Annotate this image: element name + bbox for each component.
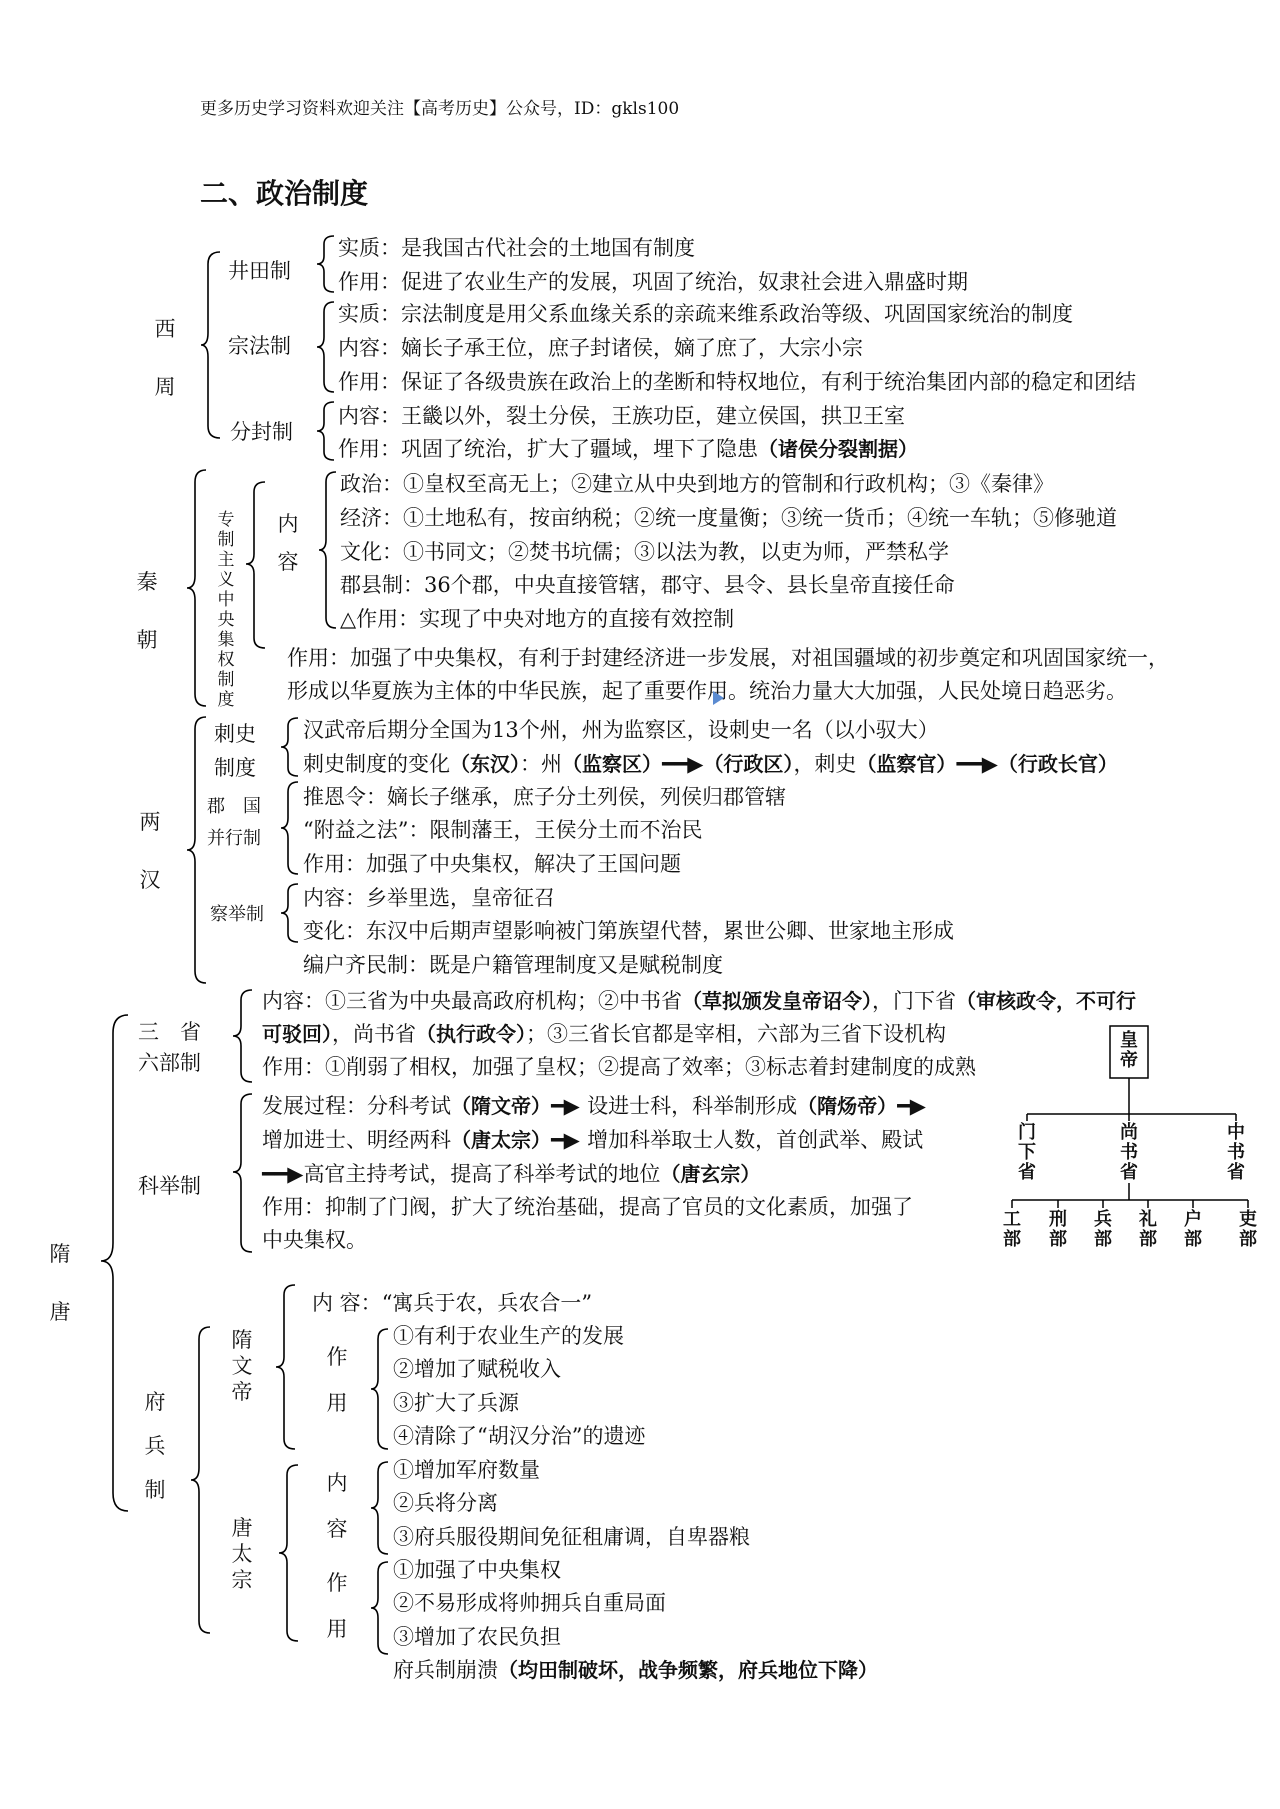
diagram-menxia: 门下省 [1018,1122,1036,1183]
brace-qin [186,468,212,708]
label-sansheng-2: 六部制 [138,1051,201,1075]
diagram-hubu: 户部 [1184,1209,1202,1250]
brace-sansheng [232,988,256,1084]
label-tangtaizong-effect: 作 用 [326,1571,348,1641]
label-cishi-1: 刺史 [214,722,256,746]
brace-keju [232,1092,256,1254]
label-sansheng-1: 三 省 [138,1020,201,1044]
arrow-icon: ━━▶ [662,751,704,776]
junguo-effect: 作用：加强了中央集权，解决了王国问题 [303,852,681,876]
arrow-icon: ━▶ [551,1127,588,1152]
junguo-tuien: 推恩令：嫡长子继承，庶子分土列侯，列侯归郡管辖 [303,785,786,809]
suiwendi-effect-3: ③扩大了兵源 [393,1391,519,1415]
label-chaju: 察举制 [210,904,264,925]
label-tangtaizong-content: 内 容 [326,1471,348,1541]
jingtian-effect: 作用：促进了农业生产的发展，巩固了统治，奴隶社会进入鼎盛时期 [338,270,968,294]
qin-content-label: 内 容 [277,512,299,574]
label-fenfeng: 分封制 [230,420,293,444]
qin-junxian: 郡县制：36个郡，中央直接管辖，郡守、县令、县长皇帝直接任命 [340,573,955,597]
brace-suiwendi-effect [370,1327,392,1451]
suiwendi-content: 内 容：“寓兵于农，兵农合一” [312,1291,593,1315]
label-suiwendi-effect: 作 用 [326,1345,348,1415]
brace-tangtaizong-effect [370,1560,392,1656]
brace-suiwendi [275,1283,299,1451]
period-xizhou: 西 周 [154,317,176,399]
keju-development-2: 增加进士、明经两科（唐太宗）━▶ 增加科举取士人数，首创武举、殿试 [262,1127,924,1152]
diagram-shangshu: 尚书省 [1120,1122,1138,1183]
brace-fenfeng [316,400,338,462]
zongfa-essence: 实质：宗法制度是用父系血缘关系的亲疏来维系政治等级、巩固国家统治的制度 [338,302,1073,326]
label-fubing: 府 兵 制 [144,1390,166,1502]
arrow-icon: ━━▶ [956,751,998,776]
tangtaizong-effect-3: ③增加了农民负担 [393,1625,561,1649]
cishi-line-2: 刺史制度的变化（东汉）：州（监察区）━━▶（行政区），刺史（监察官）━━▶（行政长官） [303,751,1118,776]
keju-development-1: 发展过程：分科考试（隋文帝）━▶ 设进士科，科举制形成（隋炀帝）━▶ [262,1093,926,1118]
diagram-xingbu: 刑部 [1049,1209,1067,1250]
keju-development-3: ━━▶高官主持考试，提高了科举考试的地位（唐玄宗） [262,1161,761,1186]
brace-jingtian [316,234,338,294]
qin-politics: 政治：①皇权至高无上；②建立从中央到地方的管制和行政机构；③《秦律》 [340,472,1054,496]
suiwendi-effect-1: ①有利于农业生产的发展 [393,1324,624,1348]
brace-zongfa [316,300,338,394]
brace-tangtaizong [278,1463,302,1643]
suiwendi-effect-2: ②增加了赋税收入 [393,1357,561,1381]
page-title: 二、政治制度 [200,177,369,210]
qin-culture: 文化：①书同文；②焚书坑儒；③以法为教，以吏为师，严禁私学 [340,540,949,564]
diagram-zhongshu: 中书省 [1227,1122,1245,1183]
qin-economy: 经济：①土地私有，按亩纳税；②统一度量衡；③统一货币；④统一车轨；⑤修驰道 [340,506,1117,530]
brace-xizhou [200,250,224,440]
cursor-pointer-icon [713,691,724,705]
arrow-icon: ━━▶ [262,1161,304,1186]
qin-junxian-effect: △作用：实现了中央对地方的直接有效控制 [340,607,735,631]
diagram-bingbu: 兵部 [1094,1209,1112,1250]
arrow-icon: ━▶ [551,1093,588,1118]
jingtian-essence: 实质：是我国古代社会的土地国有制度 [338,236,695,260]
zongfa-effect: 作用：保证了各级贵族在政治上的垄断和特权地位，有利于统治集团内部的稳定和团结 [338,370,1136,394]
period-suitang: 隋 唐 [49,1242,71,1324]
brace-tangtaizong-content [370,1460,392,1556]
brace-junguo [280,780,302,876]
page-header: 更多历史学习资料欢迎关注【高考历史】公众号，ID：gkls100 [200,99,680,119]
diagram-emperor: 皇帝 [1120,1030,1138,1071]
junguo-fuyi: “附益之法”：限制藩王，王侯分土而不治民 [303,818,703,842]
tangtaizong-content-2: ②兵将分离 [393,1491,498,1515]
label-zongfa: 宗法制 [228,334,291,358]
sansheng-effect: 作用：①削弱了相权，加强了皇权；②提高了效率；③标志着封建制度的成熟 [262,1055,976,1079]
label-suiwendi: 隋文帝 [231,1328,253,1404]
brace-suitang [100,1013,134,1513]
fubing-collapse: 府兵制崩溃（均田制破坏，战争频繁，府兵地位下降） [393,1658,878,1682]
tangtaizong-content-1: ①增加军府数量 [393,1458,540,1482]
label-junguo-1: 郡 国 [207,796,261,817]
tangtaizong-effect-1: ①加强了中央集权 [393,1558,561,1582]
cishi-line-1: 汉武帝后期分全国为13个州，州为监察区，设刺史一名（以小驭大） [303,718,939,742]
qin-effect-1: 作用：加强了中央集权，有利于封建经济进一步发展，对祖国疆域的初步奠定和巩固国家统一， [287,646,1169,670]
chaju-change: 变化：东汉中后期声望影响被门第族望代替，累世公卿、世家地主形成 [303,919,954,943]
sansheng-content-2: 可驳回），尚书省（执行政令）；③三省长官都是宰相，六部为三省下设机构 [262,1022,946,1046]
fenfeng-effect: 作用：巩固了统治，扩大了疆域，埋下了隐患（诸侯分裂割据） [338,437,918,461]
arrow-icon: ━▶ [897,1093,926,1118]
qin-effect-2: 形成以华夏族为主体的中华民族，起了重要作用。统治力量大大加强，人民处境日趋恶劣。 [287,679,1127,703]
keju-effect-2: 中央集权。 [262,1228,367,1252]
brace-qin-content [318,470,340,630]
tangtaizong-content-3: ③府兵服役期间免征租庸调，自卑器粮 [393,1525,750,1549]
label-tangtaizong: 唐太宗 [231,1516,253,1592]
diagram-libu: 礼部 [1139,1209,1157,1250]
brace-cishi [280,716,302,778]
brace-han [186,715,212,985]
zongfa-content: 内容：嫡长子承王位，庶子封诸侯，嫡了庶了，大宗小宗 [338,336,863,360]
fenfeng-content: 内容：王畿以外，裂土分侯，王族功臣，建立侯国，拱卫王室 [338,404,905,428]
diagram-gongbu: 工部 [1003,1209,1021,1250]
tangtaizong-effect-2: ②不易形成将帅拥兵自重局面 [393,1591,666,1615]
suiwendi-effect-4: ④清除了“胡汉分治”的遗迹 [393,1424,646,1448]
chaju-content: 内容：乡举里选，皇帝征召 [303,886,555,910]
label-jingtian: 井田制 [228,259,291,283]
label-keju: 科举制 [138,1174,201,1198]
brace-chaju [280,882,302,944]
qin-system-label: 专制主义中央集权制度 [217,510,235,710]
bianhu-qimin: 编户齐民制：既是户籍管理制度又是赋税制度 [303,953,723,977]
sansheng-liubu-diagram [1000,1025,1265,1260]
brace-qin-system [245,480,269,650]
period-han: 两 汉 [139,810,161,892]
label-junguo-2: 并行制 [207,828,261,849]
label-cishi-2: 制度 [214,756,256,780]
keju-effect-1: 作用：抑制了门阀，扩大了统治基础，提高了官员的文化素质，加强了 [262,1195,913,1219]
period-qin: 秦 朝 [136,570,158,652]
diagram-libu-personnel: 吏部 [1239,1209,1257,1250]
sansheng-content-1: 内容：①三省为中央最高政府机构；②中书省（草拟颁发皇帝诏令），门下省（审核政令，不可行 [262,989,1136,1013]
brace-fubing [190,1325,216,1635]
